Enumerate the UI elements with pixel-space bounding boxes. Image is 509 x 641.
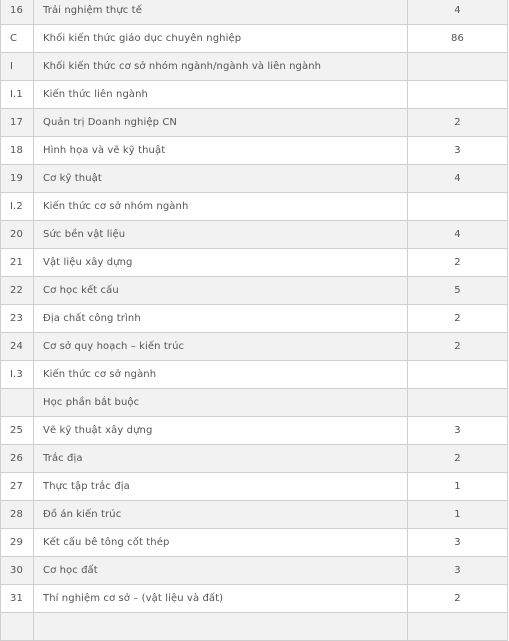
row-number: 24 xyxy=(1,333,34,361)
credit-count: 2 xyxy=(408,333,508,361)
course-name: Trải nghiệm thực tế xyxy=(34,0,408,25)
credit-count: 4 xyxy=(408,165,508,193)
course-name: Thực tập trắc địa xyxy=(34,473,408,501)
course-name: Vẽ kỹ thuật xây dựng xyxy=(34,417,408,445)
row-number: 19 xyxy=(1,165,34,193)
row-number: 26 xyxy=(1,445,34,473)
table-row xyxy=(1,165,508,193)
row-number xyxy=(1,613,34,641)
row-number: 25 xyxy=(1,417,34,445)
course-name: Kiến thức liên ngành xyxy=(34,81,408,109)
row-number: I xyxy=(1,53,34,81)
table-row xyxy=(1,557,508,585)
row-number: 29 xyxy=(1,529,34,557)
course-name: Thí nghiệm cơ sở – (vật liệu và đất) xyxy=(34,585,408,613)
credit-count: 3 xyxy=(408,137,508,165)
table-row xyxy=(1,305,508,333)
table-row xyxy=(1,389,508,417)
credit-count: 2 xyxy=(408,109,508,137)
course-name: Cơ học kết cấu xyxy=(34,277,408,305)
row-number: 31 xyxy=(1,585,34,613)
table-row xyxy=(1,25,508,53)
table-row xyxy=(1,0,508,25)
row-number: C xyxy=(1,25,34,53)
table-row xyxy=(1,193,508,221)
credit-count: 2 xyxy=(408,249,508,277)
row-number: 18 xyxy=(1,137,34,165)
course-name: Sức bền vật liệu xyxy=(34,221,408,249)
credit-count xyxy=(408,613,508,641)
course-name: Địa chất công trình xyxy=(34,305,408,333)
table-row xyxy=(1,249,508,277)
credit-count xyxy=(408,81,508,109)
course-name: Cơ học đất xyxy=(34,557,408,585)
row-number: 30 xyxy=(1,557,34,585)
course-name: Đồ án kiến trúc xyxy=(34,501,408,529)
credit-count: 2 xyxy=(408,445,508,473)
credit-count: 3 xyxy=(408,529,508,557)
course-name: Kiến thức cơ sở ngành xyxy=(34,361,408,389)
table-row xyxy=(1,501,508,529)
table-row xyxy=(1,445,508,473)
credit-count: 2 xyxy=(408,305,508,333)
row-number: I.3 xyxy=(1,361,34,389)
course-name: Học phần bắt buộc xyxy=(34,389,408,417)
row-number: 21 xyxy=(1,249,34,277)
credit-count: 4 xyxy=(408,0,508,25)
credit-count: 86 xyxy=(408,25,508,53)
table-row xyxy=(1,53,508,81)
table-row xyxy=(1,417,508,445)
course-name: Kiến thức cơ sở nhóm ngành xyxy=(34,193,408,221)
curriculum-table-body xyxy=(1,0,508,641)
table-row xyxy=(1,613,508,641)
course-name: Vật liệu xây dựng xyxy=(34,249,408,277)
credit-count xyxy=(408,193,508,221)
table-row xyxy=(1,81,508,109)
row-number xyxy=(1,389,34,417)
table-row xyxy=(1,585,508,613)
course-name: Khối kiến thức giáo dục chuyên nghiệp xyxy=(34,25,408,53)
table-row xyxy=(1,361,508,389)
table-row xyxy=(1,137,508,165)
course-name: Khối kiến thức cơ sở nhóm ngành/ngành và liên ngành xyxy=(34,53,408,81)
course-name: Kết cấu bê tông cốt thép xyxy=(34,529,408,557)
row-number: 16 xyxy=(1,0,34,25)
credit-count: 5 xyxy=(408,277,508,305)
credit-count: 3 xyxy=(408,557,508,585)
credit-count xyxy=(408,361,508,389)
course-name: Cơ sở quy hoạch – kiến trúc xyxy=(34,333,408,361)
credit-count: 1 xyxy=(408,501,508,529)
credit-count xyxy=(408,389,508,417)
row-number: 27 xyxy=(1,473,34,501)
credit-count xyxy=(408,53,508,81)
row-number: I.2 xyxy=(1,193,34,221)
course-name: Hình họa và vẽ kỹ thuật xyxy=(34,137,408,165)
row-number: 22 xyxy=(1,277,34,305)
credit-count: 4 xyxy=(408,221,508,249)
row-number: 17 xyxy=(1,109,34,137)
table-row xyxy=(1,333,508,361)
table-row xyxy=(1,277,508,305)
row-number: 28 xyxy=(1,501,34,529)
table-row xyxy=(1,473,508,501)
course-name: Trắc địa xyxy=(34,445,408,473)
course-name xyxy=(34,613,408,641)
table-row xyxy=(1,109,508,137)
credit-count: 3 xyxy=(408,417,508,445)
row-number: I.1 xyxy=(1,81,34,109)
table-row xyxy=(1,529,508,557)
credit-count: 2 xyxy=(408,585,508,613)
row-number: 23 xyxy=(1,305,34,333)
course-name: Quản trị Doanh nghiệp CN xyxy=(34,109,408,137)
row-number: 20 xyxy=(1,221,34,249)
table-row xyxy=(1,221,508,249)
credit-count: 1 xyxy=(408,473,508,501)
course-name: Cơ kỹ thuật xyxy=(34,165,408,193)
